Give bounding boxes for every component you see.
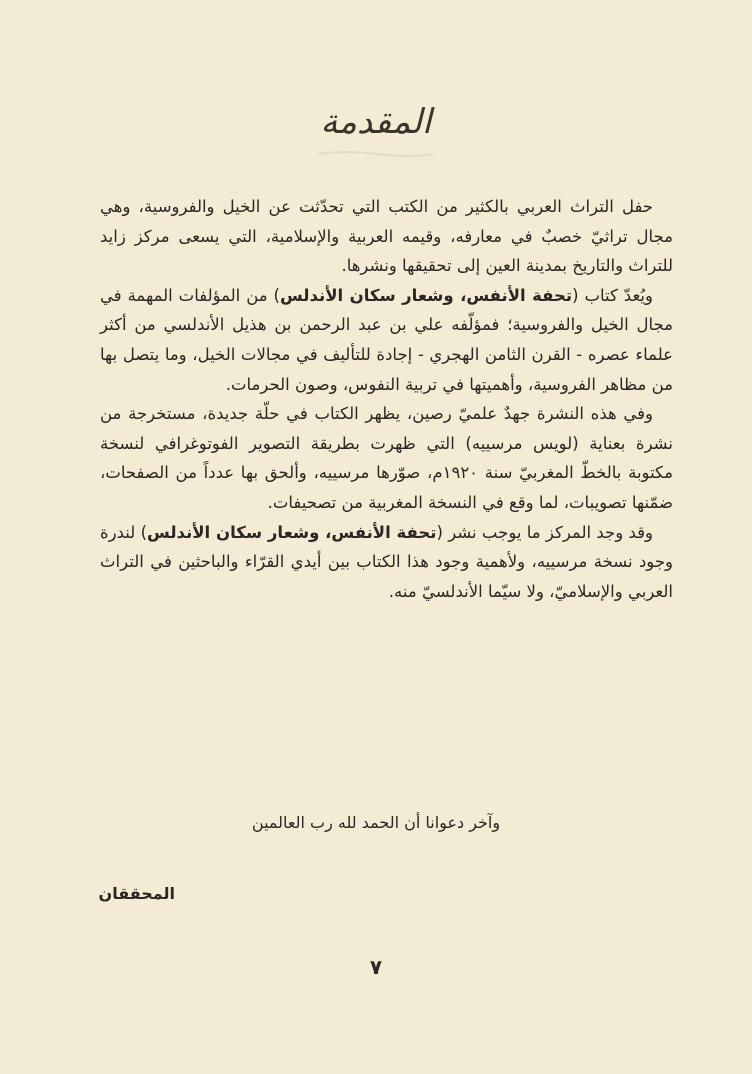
paragraph-3 xyxy=(100,399,673,517)
title-ornament xyxy=(316,150,436,158)
paragraph-3-text: وفي هذه النشرة جهدٌ علميّ رصين، يظهر الكتاب في حلّة جديدة، مستخرجة من نشرة بعناية (لويس مرسييه) التي ظهرت بطريقة التصوير الفوتوغرافي لنسخة مكتوبة بالخطّ المغربيّ سنة ١٩٢٠م، صوّرها مرسييه، وألحق بها عدداً من الصفحات، ضمّنها تصويبات، لما وقع في النسخة المغربية من تصحيفات. xyxy=(100,404,673,512)
paragraph-1-text: حفل التراث العربي بالكثير من الكتب التي تحدّثت عن الخيل والفروسية، وهي مجال تراثيّ خصبٌ في معارفه، وقيمه العربية والإسلامية، التي يسعى مركز زايد للتراث والتاريخ بمدينة العين إلى تحقيقها ونشرها. xyxy=(100,197,673,276)
paragraph-4-text-b: ) لندرة وجود نسخة مرسييه، ولأهمية وجود هذا الكتاب بين أيدي القرّاء والباحثين في التراث العربي والإسلاميّ، ولا سيّما الأندلسيّ منه. xyxy=(100,522,673,601)
paragraph-1 xyxy=(100,192,673,281)
book-title-mention: تحفة الأنفس، وشعار سكان الأندلس xyxy=(279,285,573,305)
signature: المحققان xyxy=(98,884,175,903)
closing-prayer: وآخر دعوانا أن الحمد لله رب العالمين xyxy=(251,813,501,832)
paragraph-2 xyxy=(100,281,673,399)
book-title-mention: تحفة الأنفس، وشعار سكان الأندلس xyxy=(147,522,437,542)
introduction-body xyxy=(100,192,673,606)
paragraph-2-text-a: ويُعدّ كتاب ( xyxy=(572,285,653,305)
paragraph-4-text-a: وقد وجد المركز ما يوجب نشر ( xyxy=(436,522,653,542)
paragraph-2-text-b: ) من المؤلفات المهمة في مجال الخيل والفروسية؛ فمؤلّفه علي بن عبد الرحمن بن هذيل الأندلسي من أكثر علماء عصره - القرن الثامن الهجري - إجادة للتأليف في مجالات الخيل، وما يتصل بها من مظاهر الفروسية، وأهميتها في تربية النفوس، وصون الحرمات. xyxy=(100,285,673,394)
page-number: ٧ xyxy=(369,955,383,979)
paragraph-4 xyxy=(100,518,673,607)
page-title: المقدمة xyxy=(320,102,432,142)
